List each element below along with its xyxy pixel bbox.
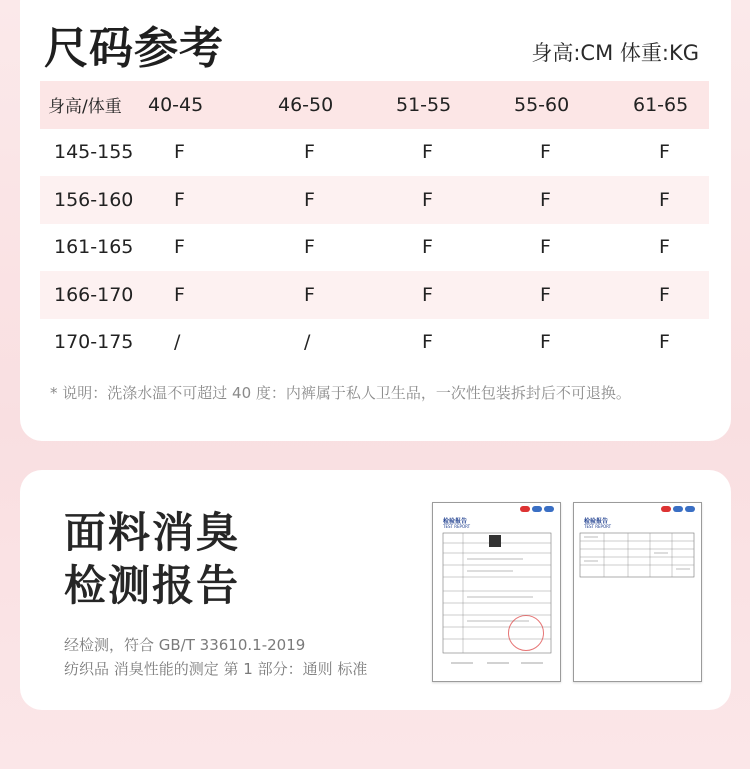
doc-subtitle: TEST REPORT [443,524,471,529]
size-cell: F [422,283,433,306]
report-document-page2 [573,502,702,682]
size-chart-card [20,0,731,441]
size-cell: F [540,236,551,259]
size-cell: F [422,141,433,164]
size-cell: F [659,236,670,259]
size-cell: F [304,236,315,259]
table-row [40,224,709,272]
size-cell: F [540,283,551,306]
table-row [40,319,709,367]
size-cell: F [304,141,315,164]
header-cell: 61-65 [633,93,689,116]
size-chart-title: 尺码参考 [44,23,224,74]
size-cell: F [304,188,315,211]
table-row [40,176,709,224]
size-cell: F [174,283,185,306]
size-table [40,81,709,366]
doc-title: 检验报告 [584,518,609,525]
size-cell: F [659,141,670,164]
size-cell: F [540,331,551,354]
header-cell: 40-45 [148,93,204,116]
report-description-line1: 经检测，符合 GB/T 33610.1-2019 [64,636,306,654]
size-cell: F [174,188,185,211]
report-title-line1: 面料消臭 [64,508,241,557]
size-cell: / [304,331,311,354]
size-cell: / [174,331,181,354]
height-cell: 166-170 [54,283,134,306]
doc-subtitle: TEST REPORT [584,524,612,529]
report-title-line2: 检测报告 [64,561,241,610]
height-cell: 145-155 [54,141,134,164]
seal-stamp-icon [508,615,544,651]
height-cell: 161-165 [54,236,134,259]
size-cell: F [659,188,670,211]
report-description-line2: 纺织品 消臭性能的测定 第 1 部分：通则 标准 [64,660,368,678]
table-row [40,271,709,319]
unit-note: 身高:CM 体重:KG [531,41,699,65]
header-cell: 身高/体重 [48,97,122,118]
header-cell: 51-55 [396,93,452,116]
table-row [40,129,709,177]
size-cell: F [540,141,551,164]
header-cell: 46-50 [278,93,334,116]
size-cell: F [659,331,670,354]
size-cell: F [659,283,670,306]
test-report-card [20,470,731,710]
footnote: * 说明：洗涤水温不可超过 40 度：内裤属于私人卫生品，一次性包装拆封后不可退换。 [50,384,631,402]
size-cell: F [174,141,185,164]
size-cell: F [304,283,315,306]
size-cell: F [540,188,551,211]
header-cell: 55-60 [514,93,570,116]
report-table-lines-icon [574,503,701,681]
size-cell: F [422,188,433,211]
table-header-row [40,81,709,129]
height-cell: 156-160 [54,188,134,211]
report-document-page1 [432,502,561,682]
height-cell: 170-175 [54,331,134,354]
size-cell: F [174,236,185,259]
size-cell: F [422,236,433,259]
doc-title: 检验报告 [443,518,468,525]
report-table-lines-icon [433,503,560,681]
size-cell: F [422,331,433,354]
